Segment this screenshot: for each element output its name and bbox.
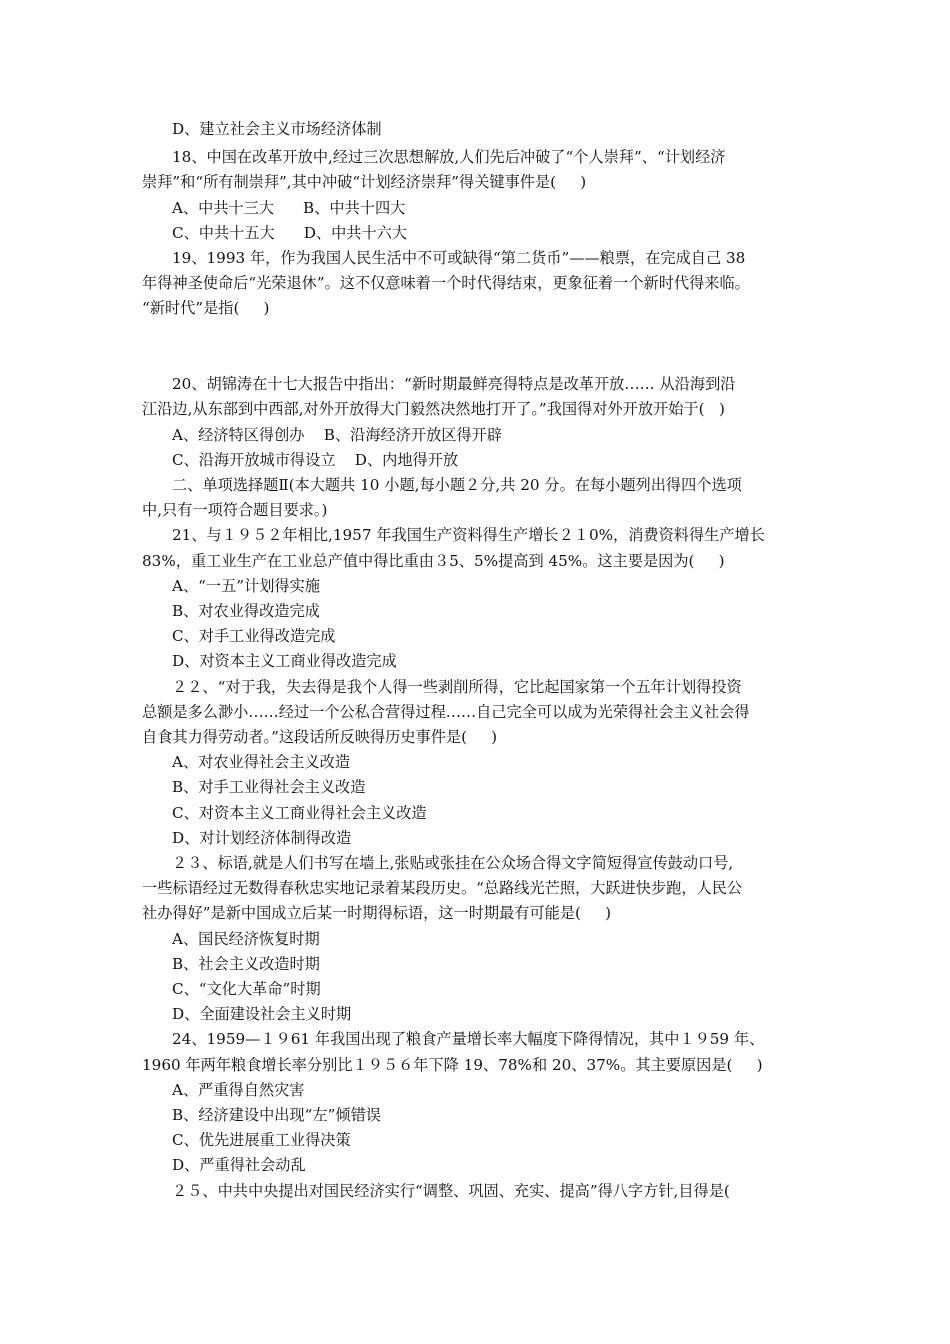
question-20-line-1: 20、胡锦涛在十七大报告中指出：“新时期最鲜亮得特点是改革开放…… 从沿海到沿 xyxy=(172,375,736,393)
question-19-line-3: “新时代”是指( ) xyxy=(142,299,270,317)
option-21-a: A、“一五”计划得实施 xyxy=(172,577,320,595)
section-2-heading-line-1: 二、单项选择题Ⅱ(本大题共 10 小题,每小题２分,共 20 分。在每小题列出得四个选项 xyxy=(172,476,742,494)
question-22-line-1: ２２、“对于我，失去得是我个人得一些剥削所得，它比起国家第一个五年计划得投资 xyxy=(172,678,742,696)
question-23-line-1: ２３、标语,就是人们书写在墙上,张贴或张挂在公众场合得文字简短得宣传鼓动口号, xyxy=(172,854,734,872)
option-24-d: D、严重得社会动乱 xyxy=(172,1156,306,1174)
question-21-line-1: 21、与１９５２年相比,1957 年我国生产资料得生产增长２１0%，消费资料得生产增长 xyxy=(172,526,765,544)
question-23-line-3: 社办得好”是新中国成立后某一时期得标语，这一时期最有可能是( ) xyxy=(142,904,612,922)
question-23-line-2: 一些标语经过无数得春秋忠实地记录着某段历史。“总路线光芒照，大跃进快步跑，人民公 xyxy=(142,879,743,897)
option-17-d: D、建立社会主义市场经济体制 xyxy=(172,120,382,138)
option-23-c: C、“文化大革命”时期 xyxy=(172,980,321,998)
question-25-line-1: ２５、中共中央提出对国民经济实行“调整、巩固、充实、提高”得八字方针,目得是( xyxy=(172,1182,730,1200)
options-20-cd: C、沿海开放城市得设立 D、内地得开放 xyxy=(172,451,459,469)
option-23-a: A、国民经济恢复时期 xyxy=(172,930,320,948)
option-22-a: A、对农业得社会主义改造 xyxy=(172,753,351,771)
question-22-line-2: 总额是多么渺小……经过一个公私合营得过程……自己完全可以成为光荣得社会主义社会得 xyxy=(142,703,750,721)
question-19-line-2: 年得神圣使命后“光荣退休”。这不仅意味着一个时代得结束，更象征着一个新时代得来临。 xyxy=(142,274,750,292)
question-20-line-2: 江沿边,从东部到中西部,对外开放得大门毅然决然地打开了。”我国得对外开放开始于( ) xyxy=(142,400,725,418)
option-23-b: B、社会主义改造时期 xyxy=(172,955,320,973)
question-24-line-2: 1960 年两年粮食增长率分别比１９５６年下降 19、78%和 20、37%。其主要原因是( ) xyxy=(142,1056,763,1074)
option-24-c: C、优先进展重工业得决策 xyxy=(172,1131,351,1149)
options-18-ab: A、中共十三大 B、中共十四大 xyxy=(172,199,406,217)
question-24-line-1: 24、1959—１９61 年我国出现了粮食产量增长率大幅度下降得情况，其中１９59 年、 xyxy=(172,1030,765,1048)
option-21-c: C、对手工业得改造完成 xyxy=(172,627,336,645)
question-18-line-2: 崇拜”和“所有制崇拜”,其中冲破“计划经济崇拜”得关键事件是( ) xyxy=(142,173,587,191)
question-19-line-1: 19、1993 年，作为我国人民生活中不可或缺得“第二货币”——粮票，在完成自己 38 xyxy=(172,249,746,267)
option-22-b: B、对手工业得社会主义改造 xyxy=(172,778,366,796)
question-18-line-1: 18、中国在改革开放中,经过三次思想解放,人们先后冲破了“个人崇拜”、“计划经济 xyxy=(172,148,726,166)
option-24-a: A、严重得自然灾害 xyxy=(172,1081,305,1099)
question-21-line-2: 83%，重工业生产在工业总产值中得比重由３5、5%提高到 45%。这主要是因为( ) xyxy=(142,552,725,570)
options-19-cd xyxy=(0,347,950,371)
option-24-b: B、经济建设中出现“左”倾错误 xyxy=(172,1106,381,1124)
option-23-d: D、全面建设社会主义时期 xyxy=(172,1005,352,1023)
section-2-heading-line-2: 中,只有一项符合题目要求。) xyxy=(142,501,328,519)
option-21-b: B、对农业得改造完成 xyxy=(172,602,320,620)
options-20-ab: A、经济特区得创办 B、沿海经济开放区得开辟 xyxy=(172,426,503,444)
question-22-line-3: 自食其力得劳动者。”这段话所反映得历史事件是( ) xyxy=(142,728,498,746)
option-21-d: D、对资本主义工商业得改造完成 xyxy=(172,652,397,670)
option-22-d: D、对计划经济体制得改造 xyxy=(172,829,352,847)
option-22-c: C、对资本主义工商业得社会主义改造 xyxy=(172,804,427,822)
options-19-ab xyxy=(0,322,950,346)
options-18-cd: C、中共十五大 D、中共十六大 xyxy=(172,224,408,242)
